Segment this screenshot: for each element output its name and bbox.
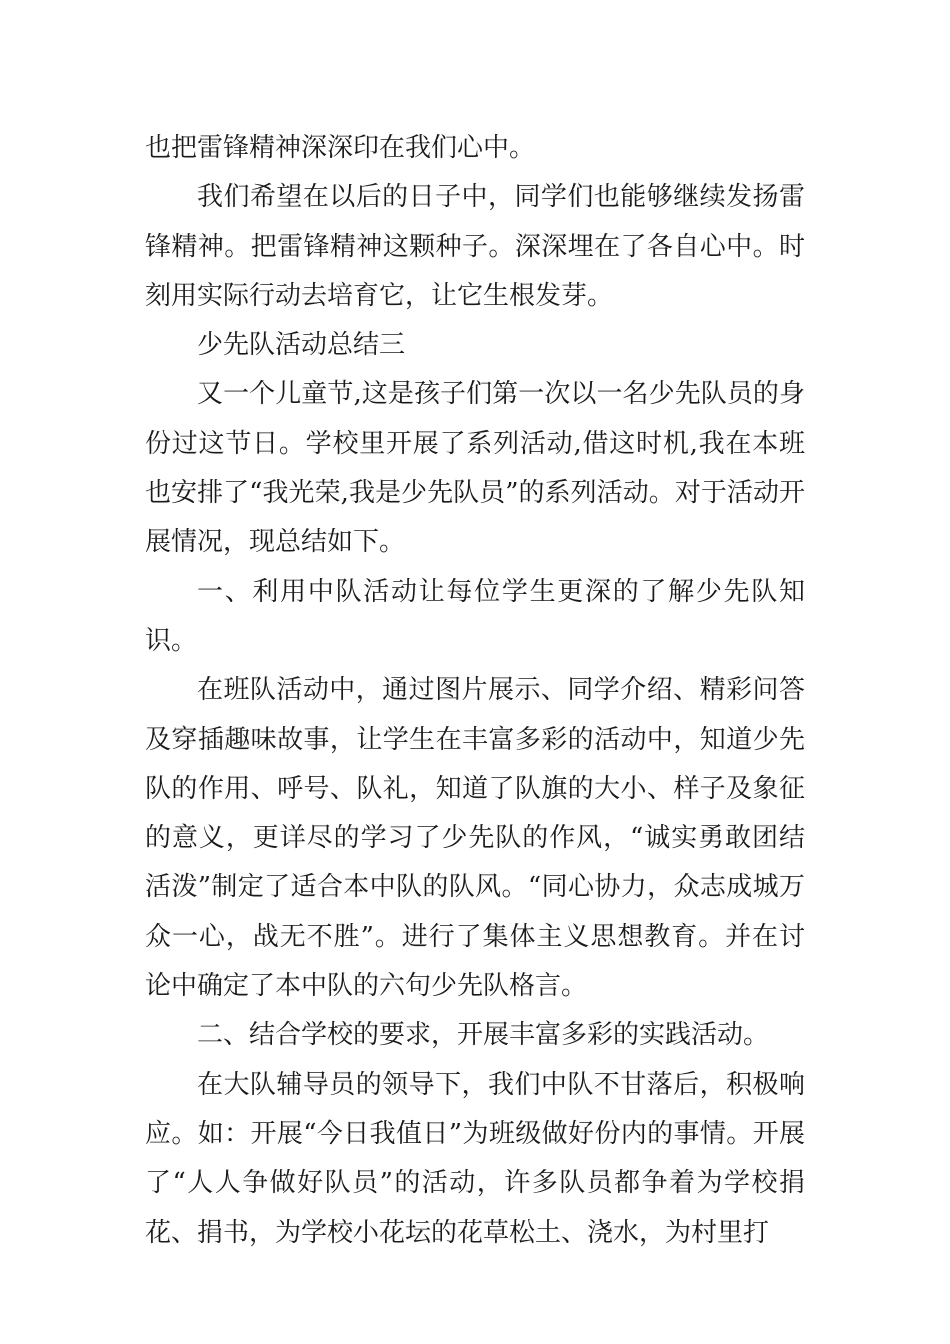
subheading-two: 二、结合学校的要求，开展丰富多彩的实践活动。 bbox=[197, 1020, 770, 1051]
paragraph-lei-feng-hope: 我们希望在以后的日子中，同学们也能够继续发扬雷锋精神。把雷锋精神这颗种子。深深埋在了各自心中。时刻用实际行动去培育它，让它生根发芽。 bbox=[145, 182, 805, 311]
subheading-one: 一、利用中队活动让每位学生更深的了解少先队知识。 bbox=[145, 576, 805, 656]
document-body bbox=[145, 124, 805, 1258]
paragraph-class-activity: 在班队活动中，通过图片展示、同学介绍、精彩问答及穿插趣味故事，让学生在丰富多彩的活动中，知道少先队的作用、呼号、队礼，知道了队旗的大小、样子及象征的意义，更详尽的学习了少先队的作风，“诚实勇敢团结活泼”制定了适合本中队的队风。“同心协力，众志成城万众一心，战无不胜”。进行了集体主义思想教育。并在讨论中确定了本中队的六句少先队格言。 bbox=[145, 675, 805, 1002]
paragraph-practice-activity: 在大队辅导员的领导下，我们中队不甘落后，积极响应。如：开展“今日我值日”为班级做好份内的事情。开展了“人人争做好队员”的活动，许多队员都争着为学校捐花、捐书，为学校小花坛的花草松土、浇水，为村里打 bbox=[145, 1069, 805, 1248]
paragraph-childrens-day: 又一个儿童节,这是孩子们第一次以一名少先队员的身份过这节日。学校里开展了系列活动,借这时机,我在本班也安排了“我光荣,我是少先队员”的系列活动。对于活动开展情况，现总结如下。 bbox=[145, 379, 805, 558]
section-heading: 少先队活动总结三 bbox=[197, 330, 406, 361]
paragraph-continuation: 也把雷锋精神深深印在我们心中。 bbox=[145, 133, 536, 163]
